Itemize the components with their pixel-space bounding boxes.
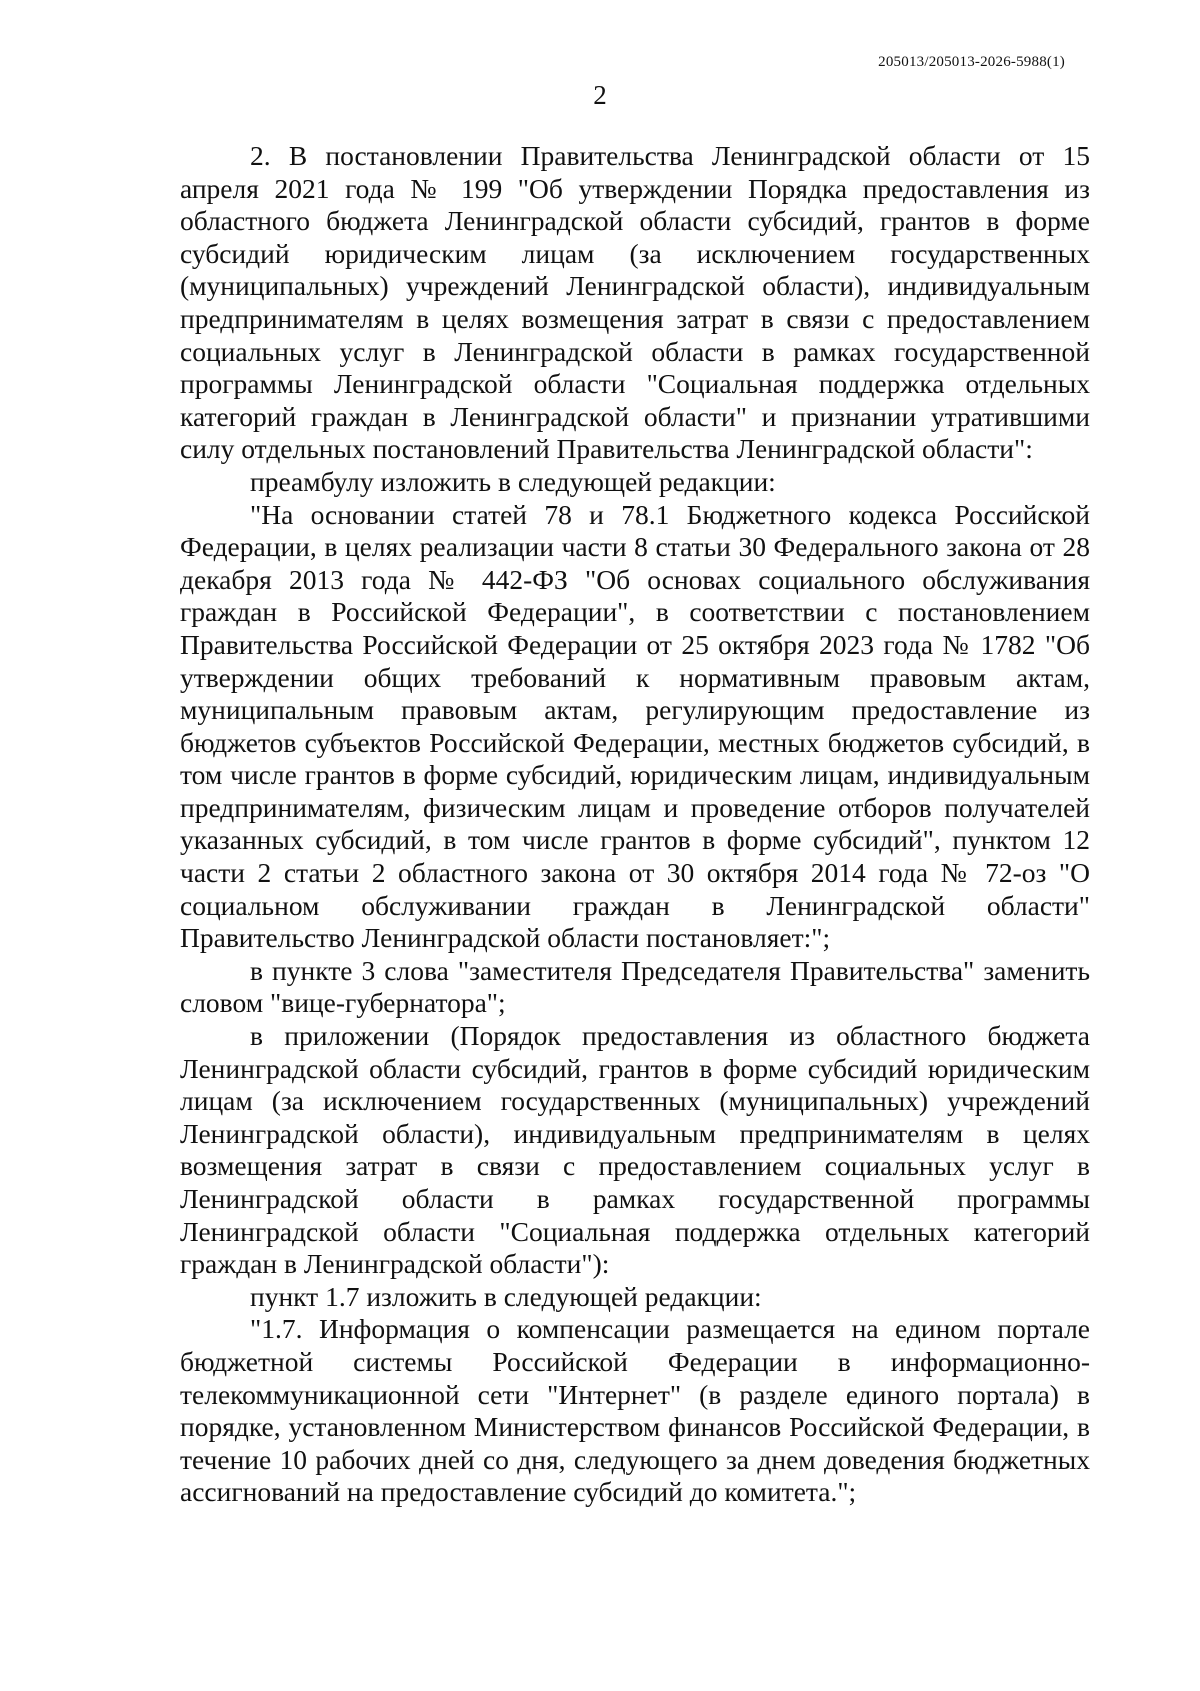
paragraph-point-1-7-text: "1.7. Информация о компенсации размещается на едином портале бюджетной системы Российской Федерации в информационно-телекоммуникационной сети "Интернет" (в разделе единого портала) в порядке, установленном Министерством финансов Российской Федерации, в течение 10 рабочих дней со дня, следующего за днем доведения бюджетных ассигнований на предоставление субсидий до комитета."; <box>180 1313 1090 1508</box>
paragraph-appendix: в приложении (Порядок предоставления из областного бюджета Ленинградской области субсидий, грантов в форме субсидий юридическим лицам (за исключением государственных (муниципальных) учреждений Ленинградской области), индивидуальным предпринимателям в целях возмещения затрат в связи с предоставлением социальных услуг в Ленинградской области в рамках государственной программы Ленинградской области "Социальная поддержка отдельных категорий граждан в Ленинградской области"): <box>180 1020 1090 1280</box>
page-number: 2 <box>593 80 607 110</box>
paragraph-preamble-text: "На основании статей 78 и 78.1 Бюджетного кодекса Российской Федерации, в целях реализации части 8 статьи 30 Федерального закона от 28 декабря 2013 года № 442-ФЗ "Об основах социального обслуживания граждан в Российской Федерации", в соответствии с постановлением Правительства Российской Федерации от 25 октября 2023 года № 1782 "Об утверждении общих требований к нормативным правовым актам, муниципальным правовым актам, регулирующим предоставление из бюджетов субъектов Российской Федерации, местных бюджетов субсидий, в том числе грантов в форме субсидий, юридическим лицам, индивидуальным предпринимателям, физическим лицам и проведение отборов получателей указанных субсидий, в том числе грантов в форме субсидий", пунктом 12 части 2 статьи 2 областного закона от 30 октября 2014 года № 72-оз "О социальном обслуживании граждан в Ленинградской области" Правительство Ленинградской области постановляет:"; <box>180 498 1090 954</box>
paragraph-preamble-instruction: преамбулу изложить в следующей редакции: <box>250 465 776 497</box>
document-body <box>180 140 1090 1509</box>
paragraph-point-3: в пункте 3 слова "заместителя Председателя Правительства" заменить словом "вице-губернатора"; <box>180 954 1090 1019</box>
paragraph-point-1-7-instruction: пункт 1.7 изложить в следующей редакции: <box>250 1280 762 1312</box>
paragraph-amendment-2: 2. В постановлении Правительства Ленинградской области от 15 апреля 2021 года № 199 "Об утверждении Порядка предоставления из областного бюджета Ленинградской области субсидий, грантов в форме субсидий юридическим лицам (за исключением государственных (муниципальных) учреждений Ленинградской области), индивидуальным предпринимателям в целях возмещения затрат в связи с предоставлением социальных услуг в Ленинградской области в рамках государственной программы Ленинградской области "Социальная поддержка отдельных категорий граждан в Ленинградской области" и признании утратившими силу отдельных постановлений Правительства Ленинградской области": <box>180 140 1090 465</box>
document-id: 205013/205013-2026-5988(1) <box>878 54 1065 70</box>
